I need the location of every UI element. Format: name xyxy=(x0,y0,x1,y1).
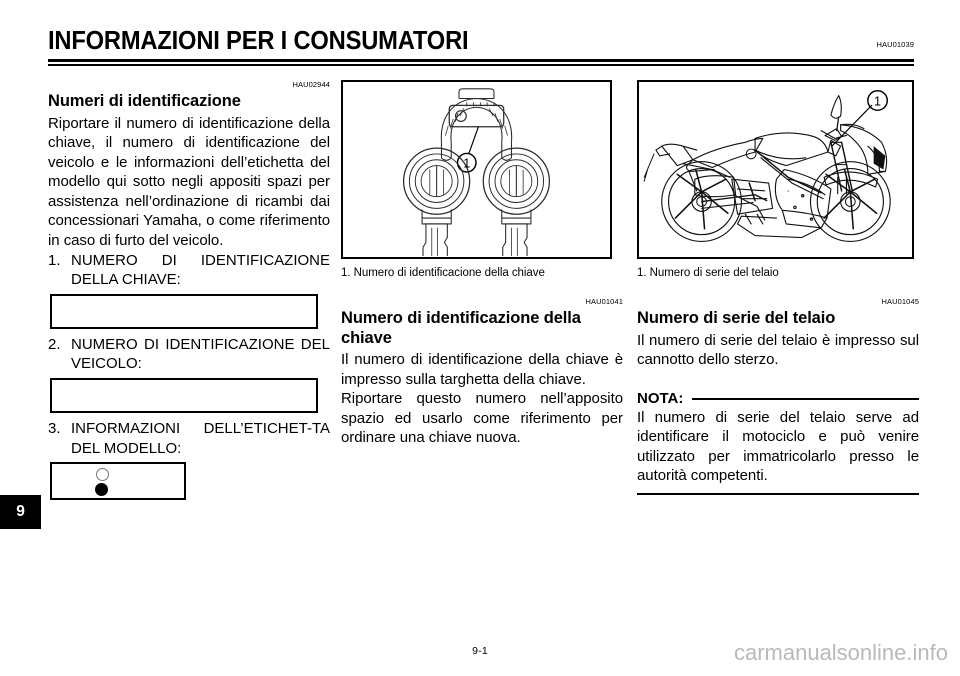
chapter-tab-9: 9 xyxy=(0,495,41,529)
header-rule-thick xyxy=(48,59,914,62)
header-rule-thin xyxy=(48,64,914,66)
note-rule xyxy=(692,398,919,400)
right-body-paragraph: Il numero di serie del telaio è impresso sul cannotto dello sterzo. xyxy=(637,331,919,369)
note-label: NOTA: xyxy=(637,389,684,407)
left-body-paragraph: Riportare il numero di identificazione della chiave, il numero di identificazione del veicolo e le informazioni dell’etichetta del modello qui sotto negli appositi spazi per assistenza nell’ordinazione di ricambi dai concessionari Yamaha, o come riferimento in caso di furto del veicolo. xyxy=(48,114,330,250)
middle-section-heading: Numero di identificazione della chiave xyxy=(341,309,581,347)
key-pair-figure xyxy=(341,80,612,259)
key-figure-callout-1: 1 xyxy=(463,156,471,171)
motorcycle-illustration xyxy=(639,82,911,256)
key-figure-caption: 1. Numero di identificacione della chiave xyxy=(341,267,545,279)
key-pair-illustration xyxy=(343,82,609,256)
list-item-3-marker: 3. xyxy=(48,420,61,438)
list-item-vehicle-number xyxy=(48,335,330,374)
list-item-model-label xyxy=(48,419,330,458)
note-header xyxy=(637,389,919,408)
list-item-1-marker: 1. xyxy=(48,251,61,269)
middle-body-paragraph-2: Riportare questo numero nell’apposito spazio ed usarlo come riferimento per ordinare una chiave nuova. xyxy=(341,390,623,447)
right-column xyxy=(637,80,919,495)
right-reference-code: HAU01045 xyxy=(881,297,919,306)
left-column xyxy=(48,80,330,500)
model-label-write-in-field[interactable] xyxy=(50,462,186,500)
middle-reference-code: HAU01041 xyxy=(585,297,623,306)
left-reference-code: HAU02944 xyxy=(292,80,330,89)
right-section-heading: Numero di serie del telaio xyxy=(637,309,836,327)
left-section-heading: Numeri di identificazione xyxy=(48,92,241,110)
note-text: Il numero di serie del telaio serve ad identificare il motociclo e può venire utilizzato per immatricolarlo presso le autorità competenti. xyxy=(637,408,919,485)
list-item-key-number xyxy=(48,251,330,290)
page-header xyxy=(48,26,914,70)
identification-number-list xyxy=(48,251,330,501)
middle-column xyxy=(341,80,623,448)
filled-circle-icon xyxy=(95,483,108,496)
list-item-1-label: NUMERO DI IDENTIFICAZIONE DELLA CHIAVE: xyxy=(71,251,330,289)
page-title: INFORMAZIONI PER I CONSUMATORI xyxy=(48,27,469,55)
note-bottom-rule xyxy=(637,493,919,495)
bike-figure-callout-1: 1 xyxy=(874,94,882,109)
motorcycle-figure-caption: 1. Numero di serie del telaio xyxy=(637,267,779,279)
key-number-write-in-field[interactable] xyxy=(50,294,318,329)
page-number: 9-1 xyxy=(472,645,488,657)
middle-body-paragraph-1: Il numero di identificazione della chiave è impresso sulla targhetta della chiave. xyxy=(341,351,623,388)
watermark: carmanualsonline.info xyxy=(733,640,948,665)
list-item-2-marker: 2. xyxy=(48,335,61,353)
list-item-3-label: INFORMAZIONI DELL’ETICHET-TA DEL MODELLO: xyxy=(71,420,330,457)
list-item-2-label: NUMERO DI IDENTIFICAZIONE DEL VEICOLO: xyxy=(71,335,330,373)
vehicle-number-write-in-field[interactable] xyxy=(50,378,318,413)
motorcycle-figure xyxy=(637,80,914,259)
header-reference-code: HAU01039 xyxy=(876,40,914,49)
open-circle-icon xyxy=(96,468,109,481)
